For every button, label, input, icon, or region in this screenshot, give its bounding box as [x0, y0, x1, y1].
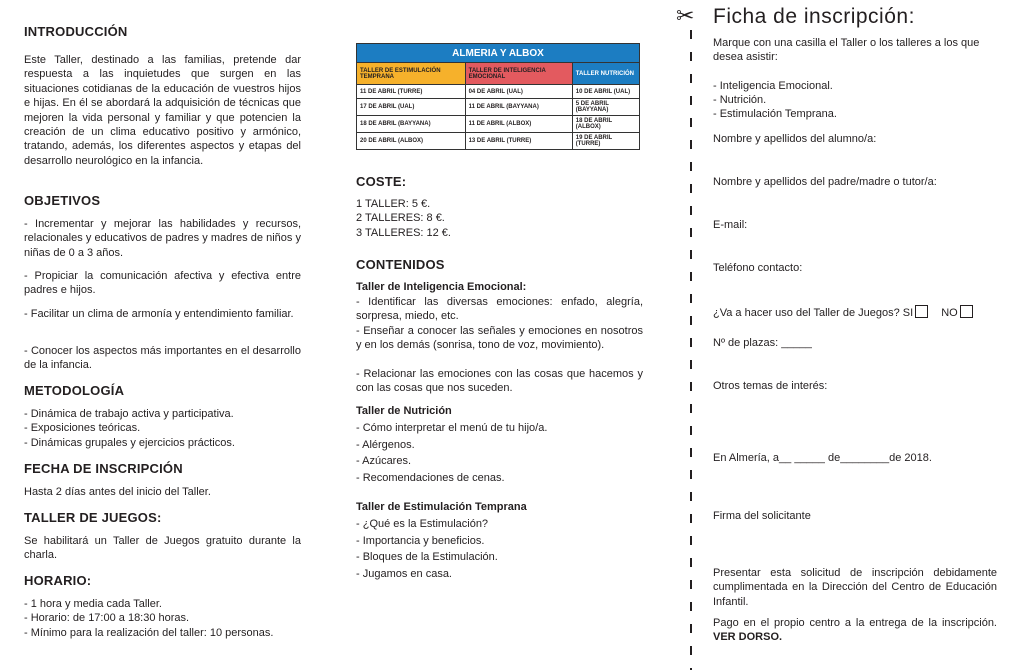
objetivo-item: - Facilitar un clima de armonía y entendimiento familiar.: [24, 308, 294, 320]
si-checkbox[interactable]: [915, 305, 928, 318]
no-label: NO: [941, 307, 958, 319]
no-checkbox[interactable]: [960, 305, 973, 318]
pago-label: Pago en el propio centro a la entrega de la inscripción.: [713, 617, 997, 629]
horario-item: - 1 hora y media cada Taller.: [24, 598, 162, 610]
schedule-header: TALLER DE ESTIMULACIÓN TEMPRANA: [357, 63, 466, 85]
objetivo-item: - Propiciar la comunicación afectiva y efectiva entre padres e hijos.: [24, 270, 301, 297]
juegos-text: Se habilitará un Taller de Juegos gratuito durante la charla.: [24, 535, 301, 562]
metodologia-item: - Dinámicas grupales y ejercicios prácticos.: [24, 437, 235, 449]
contenido-item: - Jugamos en casa.: [356, 568, 452, 580]
contenido-item: - Cómo interpretar el menú de tu hijo/a.: [356, 422, 548, 434]
schedule-header: TALLER NUTRICIÓN: [572, 63, 639, 85]
form-option: - Nutrición.: [713, 94, 767, 106]
coste-heading: COSTE:: [356, 174, 407, 189]
schedule-header: TALLER DE INTELIGENCIA EMOCIONAL: [465, 63, 572, 85]
otros-field[interactable]: Otros temas de interés:: [713, 380, 828, 392]
schedule-cell: 11 DE ABRIL (ALBOX): [465, 116, 572, 133]
telefono-field[interactable]: Teléfono contacto:: [713, 262, 803, 274]
schedule-cell: 11 DE ABRIL (TURRE): [357, 85, 466, 99]
ver-dorso: VER DORSO.: [713, 631, 783, 644]
horario-heading: HORARIO:: [24, 573, 92, 588]
coste-item: 1 TALLER: 5 €.: [356, 198, 431, 210]
contenido-item: - Recomendaciones de cenas.: [356, 472, 505, 484]
schedule-cell: 11 DE ABRIL (BAYYANA): [465, 99, 572, 116]
contenido-group-title: Taller de Estimulación Temprana: [356, 501, 527, 513]
contenido-group-title: Taller de Inteligencia Emocional:: [356, 281, 527, 293]
contenido-item: - Enseñar a conocer las señales y emociones en nosotros y en los demás (sonrisa, tono de voz, movimiento).: [356, 325, 643, 352]
lugar-fecha-field[interactable]: En Almería, a__ _____ de________de 2018.: [713, 452, 932, 464]
objetivo-item: - Conocer los aspectos más importantes en el desarrollo de la infancia.: [24, 345, 301, 372]
form-option: - Estimulación Temprana.: [713, 108, 837, 120]
fecha-text: Hasta 2 días antes del inicio del Taller.: [24, 486, 211, 498]
juegos-question: [713, 305, 979, 320]
contenido-item: - ¿Qué es la Estimulación?: [356, 518, 489, 530]
contenido-item: - Bloques de la Estimulación.: [356, 551, 498, 563]
form-option: - Inteligencia Emocional.: [713, 80, 833, 92]
coste-item: 3 TALLERES: 12 €.: [356, 227, 451, 239]
pago-text: [713, 616, 997, 645]
contenido-item: - Azúcares.: [356, 455, 412, 467]
intro-heading: INTRODUCCIÓN: [24, 24, 128, 39]
intro-text: Este Taller, destinado a las familias, pretende dar respuesta a las inquietudes que surgen en las situaciones cotidianas de la educación de vuestros hijos e hijas. En él se abordará la adquisición de técnicas que mejoren la vida personal y familiar y que potencien la creación de un clima educativo positivo y armónico, tratando, además, los diferentes aspectos y etapas del desarrollo neurológico en la infancia.: [24, 54, 301, 167]
juegos-question-label: ¿Va a hacer uso del Taller de Juegos? SI: [713, 307, 914, 319]
metodologia-item: - Dinámica de trabajo activa y participativa.: [24, 408, 234, 420]
schedule-cell: 19 DE ABRIL (TURRE): [572, 133, 639, 150]
horario-item: - Horario: de 17:00 a 18:30 horas.: [24, 612, 190, 624]
cut-line: [690, 30, 692, 670]
juegos-heading: TALLER DE JUEGOS:: [24, 510, 162, 525]
email-field[interactable]: E-mail:: [713, 219, 748, 231]
plazas-field[interactable]: Nº de plazas: _____: [713, 337, 812, 349]
form-title: Ficha de inscripción:: [713, 5, 915, 28]
contenido-item: - Alérgenos.: [356, 439, 415, 451]
contenido-item: - Relacionar las emociones con las cosas que hacemos y con las cosas que nos suceden.: [356, 368, 643, 395]
contenido-item: - Identificar las diversas emociones: enfado, alegría, sorpresa, miedo, etc.: [356, 296, 643, 323]
contenido-item: - Importancia y beneficios.: [356, 535, 485, 547]
schedule-cell: 18 DE ABRIL (BAYYANA): [357, 116, 466, 133]
padre-field[interactable]: Nombre y apellidos del padre/madre o tutor/a:: [713, 176, 937, 188]
form-instruction: Marque con una casilla el Taller o los talleres a los que desea asistir:: [713, 37, 980, 64]
schedule-cell: 5 DE ABRIL (BAYYANA): [572, 99, 639, 116]
horario-item: - Mínimo para la realización del taller: 10 personas.: [24, 627, 274, 639]
fecha-heading: FECHA DE INSCRIPCIÓN: [24, 461, 183, 476]
objetivo-item: - Incrementar y mejorar las habilidades y recursos, relacionales y educativos de padres y madres de niños y niñas de 0 a 3 años.: [24, 218, 301, 259]
scissors-icon: ✂: [676, 3, 695, 28]
presentar-text: Presentar esta solicitud de inscripción debidamente cumplimentada en la Dirección del Centro de Educación Infantil.: [713, 567, 997, 608]
coste-item: 2 TALLERES: 8 €.: [356, 212, 445, 224]
schedule-cell: 10 DE ABRIL (UAL): [572, 85, 639, 99]
contenido-group-title: Taller de Nutrición: [356, 405, 452, 417]
schedule-cell: 18 DE ABRIL (ALBOX): [572, 116, 639, 133]
objetivos-heading: OBJETIVOS: [24, 193, 101, 208]
schedule-title: ALMERIA Y ALBOX: [357, 44, 640, 63]
schedule-cell: 20 DE ABRIL (ALBOX): [357, 133, 466, 150]
metodologia-heading: METODOLOGÍA: [24, 383, 125, 398]
schedule-cell: 17 DE ABRIL (UAL): [357, 99, 466, 116]
alumno-field[interactable]: Nombre y apellidos del alumno/a:: [713, 133, 877, 145]
schedule-table: [356, 43, 640, 150]
schedule-cell: 13 DE ABRIL (TURRE): [465, 133, 572, 150]
firma-field[interactable]: Firma del solicitante: [713, 510, 811, 522]
contenidos-heading: CONTENIDOS: [356, 257, 445, 272]
metodologia-item: - Exposiciones teóricas.: [24, 422, 141, 434]
schedule-cell: 04 DE ABRIL (UAL): [465, 85, 572, 99]
